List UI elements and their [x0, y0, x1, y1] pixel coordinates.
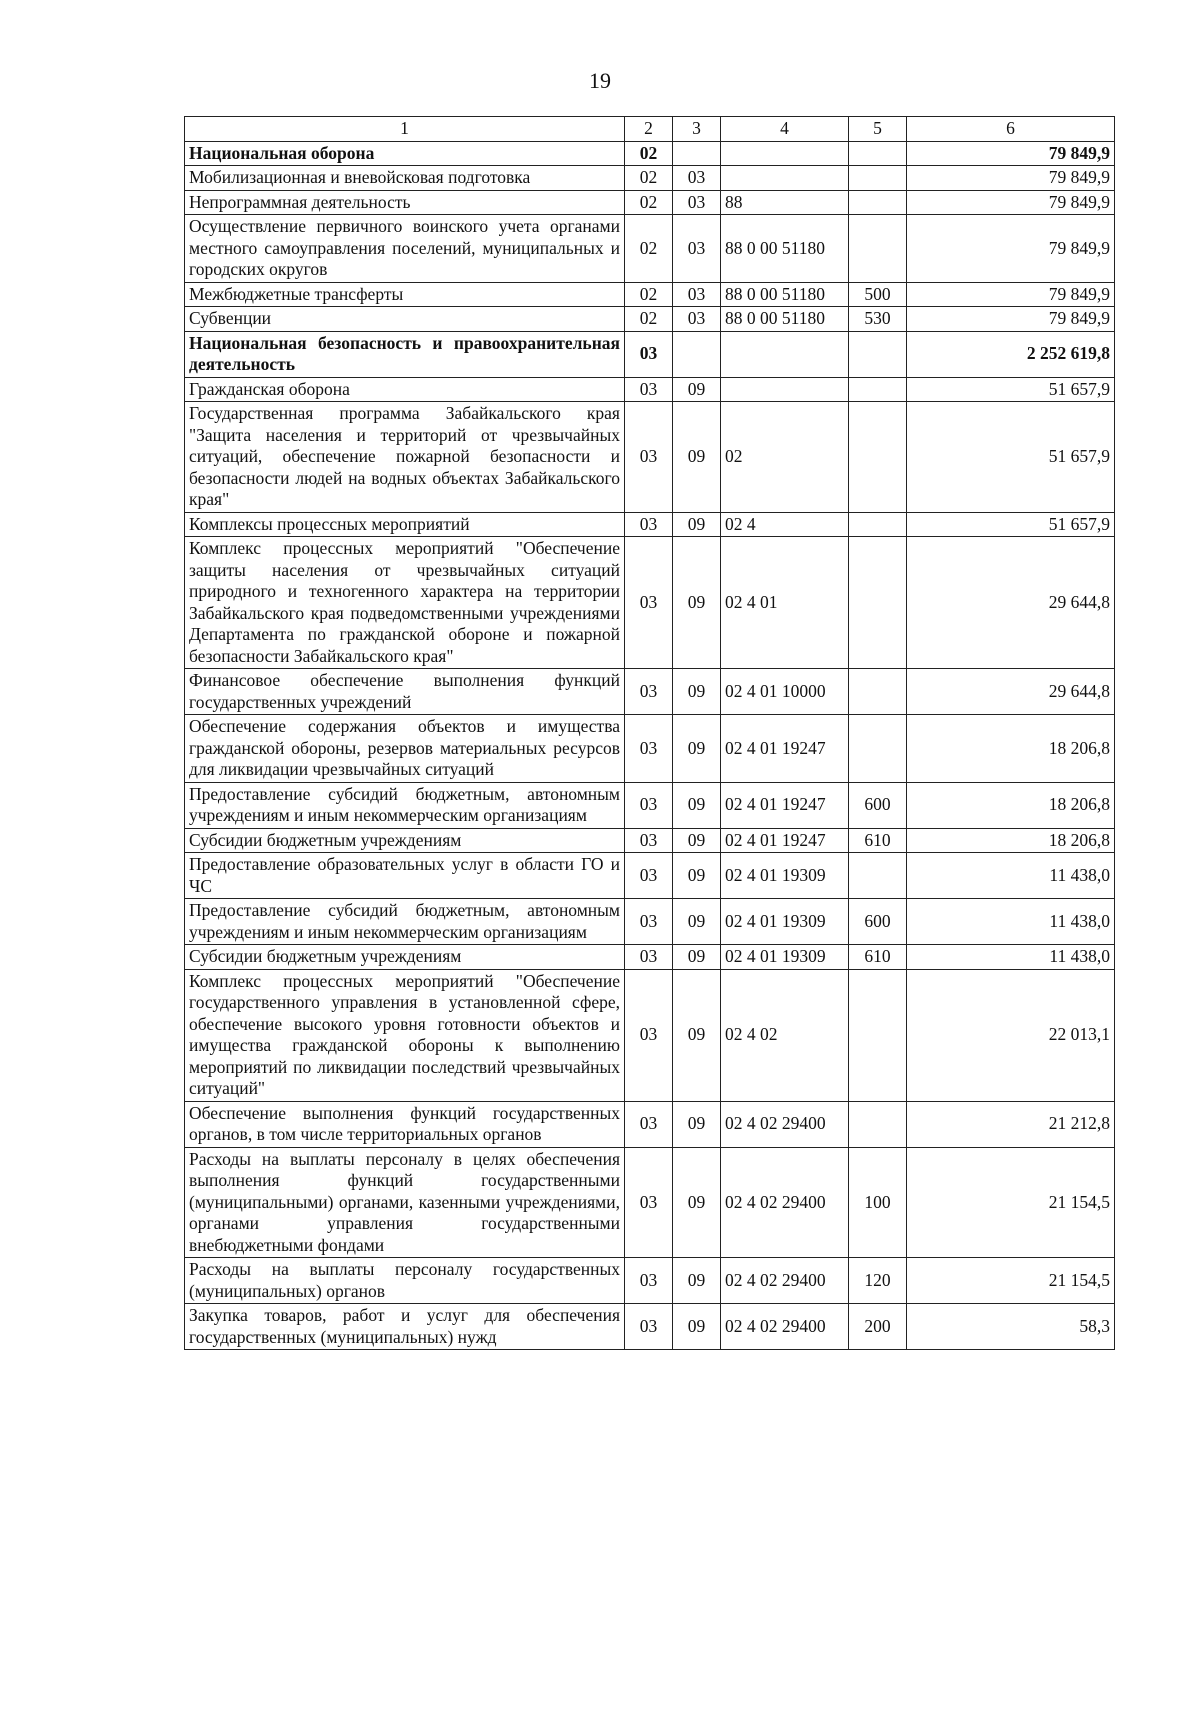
row-name-cell: Государственная программа Забайкальского края "Защита населения и территорий от чрезвычайных ситуаций, обеспечение пожарной безопасности и безопасности людей на водных объектах Забайкальского края": [185, 402, 625, 513]
amount-cell: 11 438,0: [907, 899, 1115, 945]
section-code-cell: 03: [625, 1147, 673, 1258]
page-number: 19: [589, 68, 611, 93]
subsection-code-cell: 09: [673, 669, 721, 715]
section-code-cell: 03: [625, 782, 673, 828]
table-row: [185, 828, 1115, 853]
expense-type-cell: [849, 331, 907, 377]
target-article-cell: 02 4 02 29400: [721, 1101, 849, 1147]
table-row: [185, 377, 1115, 402]
expense-type-cell: 600: [849, 782, 907, 828]
row-name-cell: Комплекс процессных мероприятий "Обеспечение защиты населения от чрезвычайных ситуаций природного и техногенного характера на территории Забайкальского края подведомственными учреждениями Департамента по гражданской обороне и пожарной безопасности Забайкальского края": [185, 537, 625, 669]
column-header: 5: [849, 117, 907, 142]
subsection-code-cell: 09: [673, 828, 721, 853]
row-name-cell: Обеспечение содержания объектов и имущества гражданской обороны, резервов материальных ресурсов для ликвидации чрезвычайных ситуаций: [185, 715, 625, 783]
expense-type-cell: [849, 969, 907, 1101]
target-article-cell: [721, 166, 849, 191]
section-code-cell: 02: [625, 307, 673, 332]
section-code-cell: 03: [625, 377, 673, 402]
row-name-cell: Предоставление образовательных услуг в области ГО и ЧС: [185, 853, 625, 899]
expense-type-cell: [849, 1101, 907, 1147]
expense-type-cell: [849, 512, 907, 537]
subsection-code-cell: 09: [673, 782, 721, 828]
subsection-code-cell: 03: [673, 215, 721, 283]
table-row: [185, 853, 1115, 899]
amount-cell: 58,3: [907, 1304, 1115, 1350]
amount-cell: 51 657,9: [907, 377, 1115, 402]
section-code-cell: 03: [625, 1258, 673, 1304]
table-row: [185, 1147, 1115, 1258]
section-code-cell: 03: [625, 402, 673, 513]
expense-type-cell: 600: [849, 899, 907, 945]
row-name-cell: Межбюджетные трансферты: [185, 282, 625, 307]
subsection-code-cell: 09: [673, 1258, 721, 1304]
table-row: [185, 402, 1115, 513]
expense-type-cell: 610: [849, 945, 907, 970]
table-row: [185, 166, 1115, 191]
row-name-cell: Предоставление субсидий бюджетным, автономным учреждениям и иным некоммерческим организациям: [185, 782, 625, 828]
amount-cell: 29 644,8: [907, 669, 1115, 715]
subsection-code-cell: 03: [673, 190, 721, 215]
table-row: [185, 512, 1115, 537]
row-name-cell: Комплексы процессных мероприятий: [185, 512, 625, 537]
amount-cell: 18 206,8: [907, 828, 1115, 853]
amount-cell: 79 849,9: [907, 166, 1115, 191]
section-code-cell: 03: [625, 945, 673, 970]
target-article-cell: 02 4 01 19309: [721, 853, 849, 899]
table-header-row: [185, 117, 1115, 142]
subsection-code-cell: [673, 331, 721, 377]
subsection-code-cell: 09: [673, 899, 721, 945]
target-article-cell: 02 4 01 19247: [721, 828, 849, 853]
column-header: 1: [185, 117, 625, 142]
expense-type-cell: [849, 190, 907, 215]
table-row: [185, 899, 1115, 945]
target-article-cell: 02 4: [721, 512, 849, 537]
row-name-cell: Мобилизационная и вневойсковая подготовка: [185, 166, 625, 191]
expense-type-cell: 120: [849, 1258, 907, 1304]
section-code-cell: 02: [625, 215, 673, 283]
expense-type-cell: 100: [849, 1147, 907, 1258]
subsection-code-cell: [673, 141, 721, 166]
subsection-code-cell: 09: [673, 512, 721, 537]
row-name-cell: Осуществление первичного воинского учета органами местного самоуправления поселений, муниципальных и городских округов: [185, 215, 625, 283]
target-article-cell: [721, 331, 849, 377]
table-row: [185, 969, 1115, 1101]
section-code-cell: 03: [625, 828, 673, 853]
target-article-cell: 88 0 00 51180: [721, 215, 849, 283]
row-name-cell: Обеспечение выполнения функций государственных органов, в том числе территориальных органов: [185, 1101, 625, 1147]
subsection-code-cell: 09: [673, 402, 721, 513]
column-header: 3: [673, 117, 721, 142]
section-code-cell: 03: [625, 715, 673, 783]
target-article-cell: 02 4 01 19309: [721, 945, 849, 970]
subsection-code-cell: 03: [673, 307, 721, 332]
row-name-cell: Расходы на выплаты персоналу государственных (муниципальных) органов: [185, 1258, 625, 1304]
amount-cell: 79 849,9: [907, 282, 1115, 307]
target-article-cell: 02 4 02 29400: [721, 1258, 849, 1304]
table-row: [185, 715, 1115, 783]
row-name-cell: Расходы на выплаты персоналу в целях обеспечения выполнения функций государственными (муниципальными) органами, казенными учреждениями, органами управления государственными внебюджетными фондами: [185, 1147, 625, 1258]
expense-type-cell: [849, 669, 907, 715]
section-code-cell: 03: [625, 853, 673, 899]
column-header: 6: [907, 117, 1115, 142]
amount-cell: 29 644,8: [907, 537, 1115, 669]
subsection-code-cell: 09: [673, 1304, 721, 1350]
amount-cell: 79 849,9: [907, 215, 1115, 283]
table-row: [185, 141, 1115, 166]
target-article-cell: 02: [721, 402, 849, 513]
subsection-code-cell: 09: [673, 715, 721, 783]
expense-type-cell: [849, 537, 907, 669]
section-code-cell: 02: [625, 141, 673, 166]
row-name-cell: Предоставление субсидий бюджетным, автономным учреждениям и иным некоммерческим организациям: [185, 899, 625, 945]
target-article-cell: 02 4 01 19309: [721, 899, 849, 945]
column-header: 2: [625, 117, 673, 142]
row-name-cell: Финансовое обеспечение выполнения функций государственных учреждений: [185, 669, 625, 715]
table-row: [185, 669, 1115, 715]
table-row: [185, 282, 1115, 307]
row-name-cell: Закупка товаров, работ и услуг для обеспечения государственных (муниципальных) нужд: [185, 1304, 625, 1350]
target-article-cell: 88 0 00 51180: [721, 282, 849, 307]
section-code-cell: 03: [625, 1304, 673, 1350]
target-article-cell: 02 4 02 29400: [721, 1304, 849, 1350]
section-code-cell: 03: [625, 537, 673, 669]
row-name-cell: Гражданская оборона: [185, 377, 625, 402]
expense-type-cell: [849, 402, 907, 513]
expense-type-cell: [849, 215, 907, 283]
amount-cell: 79 849,9: [907, 190, 1115, 215]
table-row: [185, 331, 1115, 377]
amount-cell: 79 849,9: [907, 307, 1115, 332]
amount-cell: 51 657,9: [907, 512, 1115, 537]
row-name-cell: Национальная оборона: [185, 141, 625, 166]
table-row: [185, 782, 1115, 828]
amount-cell: 2 252 619,8: [907, 331, 1115, 377]
subsection-code-cell: 09: [673, 377, 721, 402]
row-name-cell: Субсидии бюджетным учреждениям: [185, 828, 625, 853]
row-name-cell: Комплекс процессных мероприятий "Обеспечение государственного управления в установленной сфере, обеспечение высокого уровня готовности объектов и имущества гражданской обороны к выполнению мероприятий по ликвидации последствий чрезвычайных ситуаций": [185, 969, 625, 1101]
expense-type-cell: [849, 141, 907, 166]
amount-cell: 79 849,9: [907, 141, 1115, 166]
expense-type-cell: 530: [849, 307, 907, 332]
row-name-cell: Субсидии бюджетным учреждениям: [185, 945, 625, 970]
row-name-cell: Национальная безопасность и правоохранительная деятельность: [185, 331, 625, 377]
amount-cell: 22 013,1: [907, 969, 1115, 1101]
table-row: [185, 190, 1115, 215]
row-name-cell: Субвенции: [185, 307, 625, 332]
section-code-cell: 03: [625, 331, 673, 377]
target-article-cell: 02 4 01 19247: [721, 782, 849, 828]
amount-cell: 18 206,8: [907, 782, 1115, 828]
subsection-code-cell: 09: [673, 537, 721, 669]
amount-cell: 21 154,5: [907, 1258, 1115, 1304]
section-code-cell: 02: [625, 190, 673, 215]
amount-cell: 51 657,9: [907, 402, 1115, 513]
section-code-cell: 03: [625, 512, 673, 537]
target-article-cell: 02 4 01 19247: [721, 715, 849, 783]
target-article-cell: 02 4 01: [721, 537, 849, 669]
expense-type-cell: 500: [849, 282, 907, 307]
amount-cell: 11 438,0: [907, 945, 1115, 970]
expense-type-cell: [849, 166, 907, 191]
expense-type-cell: 610: [849, 828, 907, 853]
subsection-code-cell: 03: [673, 166, 721, 191]
section-code-cell: 03: [625, 1101, 673, 1147]
table-row: [185, 945, 1115, 970]
target-article-cell: 88 0 00 51180: [721, 307, 849, 332]
table-row: [185, 215, 1115, 283]
section-code-cell: 02: [625, 282, 673, 307]
subsection-code-cell: 09: [673, 1147, 721, 1258]
expense-type-cell: [849, 377, 907, 402]
target-article-cell: [721, 141, 849, 166]
table-row: [185, 1101, 1115, 1147]
target-article-cell: 02 4 02: [721, 969, 849, 1101]
expense-type-cell: [849, 715, 907, 783]
amount-cell: 18 206,8: [907, 715, 1115, 783]
section-code-cell: 02: [625, 166, 673, 191]
subsection-code-cell: 03: [673, 282, 721, 307]
target-article-cell: 02 4 01 10000: [721, 669, 849, 715]
section-code-cell: 03: [625, 669, 673, 715]
subsection-code-cell: 09: [673, 1101, 721, 1147]
table-row: [185, 537, 1115, 669]
column-header: 4: [721, 117, 849, 142]
target-article-cell: [721, 377, 849, 402]
subsection-code-cell: 09: [673, 853, 721, 899]
target-article-cell: 02 4 02 29400: [721, 1147, 849, 1258]
amount-cell: 21 154,5: [907, 1147, 1115, 1258]
section-code-cell: 03: [625, 969, 673, 1101]
table-row: [185, 1258, 1115, 1304]
budget-table: [184, 116, 1115, 1350]
section-code-cell: 03: [625, 899, 673, 945]
expense-type-cell: 200: [849, 1304, 907, 1350]
row-name-cell: Непрограммная деятельность: [185, 190, 625, 215]
subsection-code-cell: 09: [673, 969, 721, 1101]
expense-type-cell: [849, 853, 907, 899]
table-row: [185, 1304, 1115, 1350]
table-row: [185, 307, 1115, 332]
target-article-cell: 88: [721, 190, 849, 215]
amount-cell: 11 438,0: [907, 853, 1115, 899]
subsection-code-cell: 09: [673, 945, 721, 970]
amount-cell: 21 212,8: [907, 1101, 1115, 1147]
